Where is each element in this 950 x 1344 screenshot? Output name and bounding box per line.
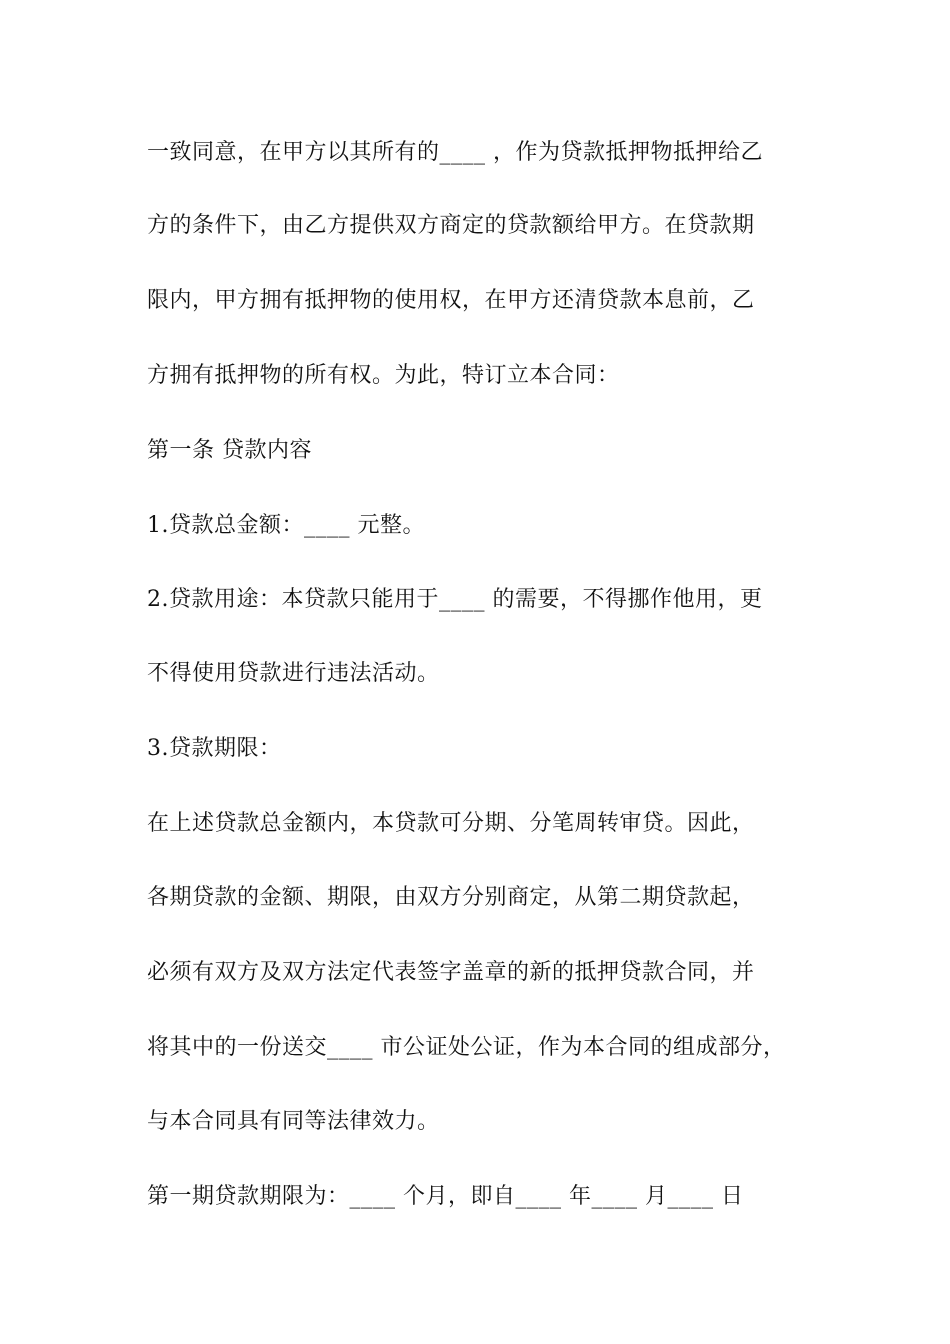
text-line: 方拥有抵押物的所有权。为此，特订立本合同： xyxy=(147,363,620,388)
text-line: 1.贷款总金额：____ 元整。 xyxy=(147,513,425,538)
text-line: 必须有双方及双方法定代表签字盖章的新的抵押贷款合同，并 xyxy=(147,960,755,985)
text-line: 与本合同具有同等法律效力。 xyxy=(147,1109,440,1134)
text-line: 各期贷款的金额、期限，由双方分别商定，从第二期贷款起， xyxy=(147,885,755,910)
text-line: 一致同意，在甲方以其所有的____ ，作为贷款抵押物抵押给乙 xyxy=(147,140,763,165)
text-line: 方的条件下，由乙方提供双方商定的贷款额给甲方。在贷款期 xyxy=(147,213,755,238)
section-heading: 第一条 贷款内容 xyxy=(147,438,312,463)
text-line: 第一期贷款期限为：____ 个月，即自____ 年____ 月____ 日 xyxy=(147,1184,744,1209)
text-line: 不得使用贷款进行违法活动。 xyxy=(147,661,440,686)
text-line: 3.贷款期限： xyxy=(147,736,282,761)
text-line: 在上述贷款总金额内，本贷款可分期、分笔周转审贷。因此， xyxy=(147,811,755,836)
text-line: 2.贷款用途：本贷款只能用于____ 的需要，不得挪作他用，更 xyxy=(147,587,763,612)
text-line: 将其中的一份送交____ 市公证处公证，作为本合同的组成部分， xyxy=(147,1035,786,1060)
text-line: 限内，甲方拥有抵押物的使用权，在甲方还清贷款本息前，乙 xyxy=(147,288,755,313)
